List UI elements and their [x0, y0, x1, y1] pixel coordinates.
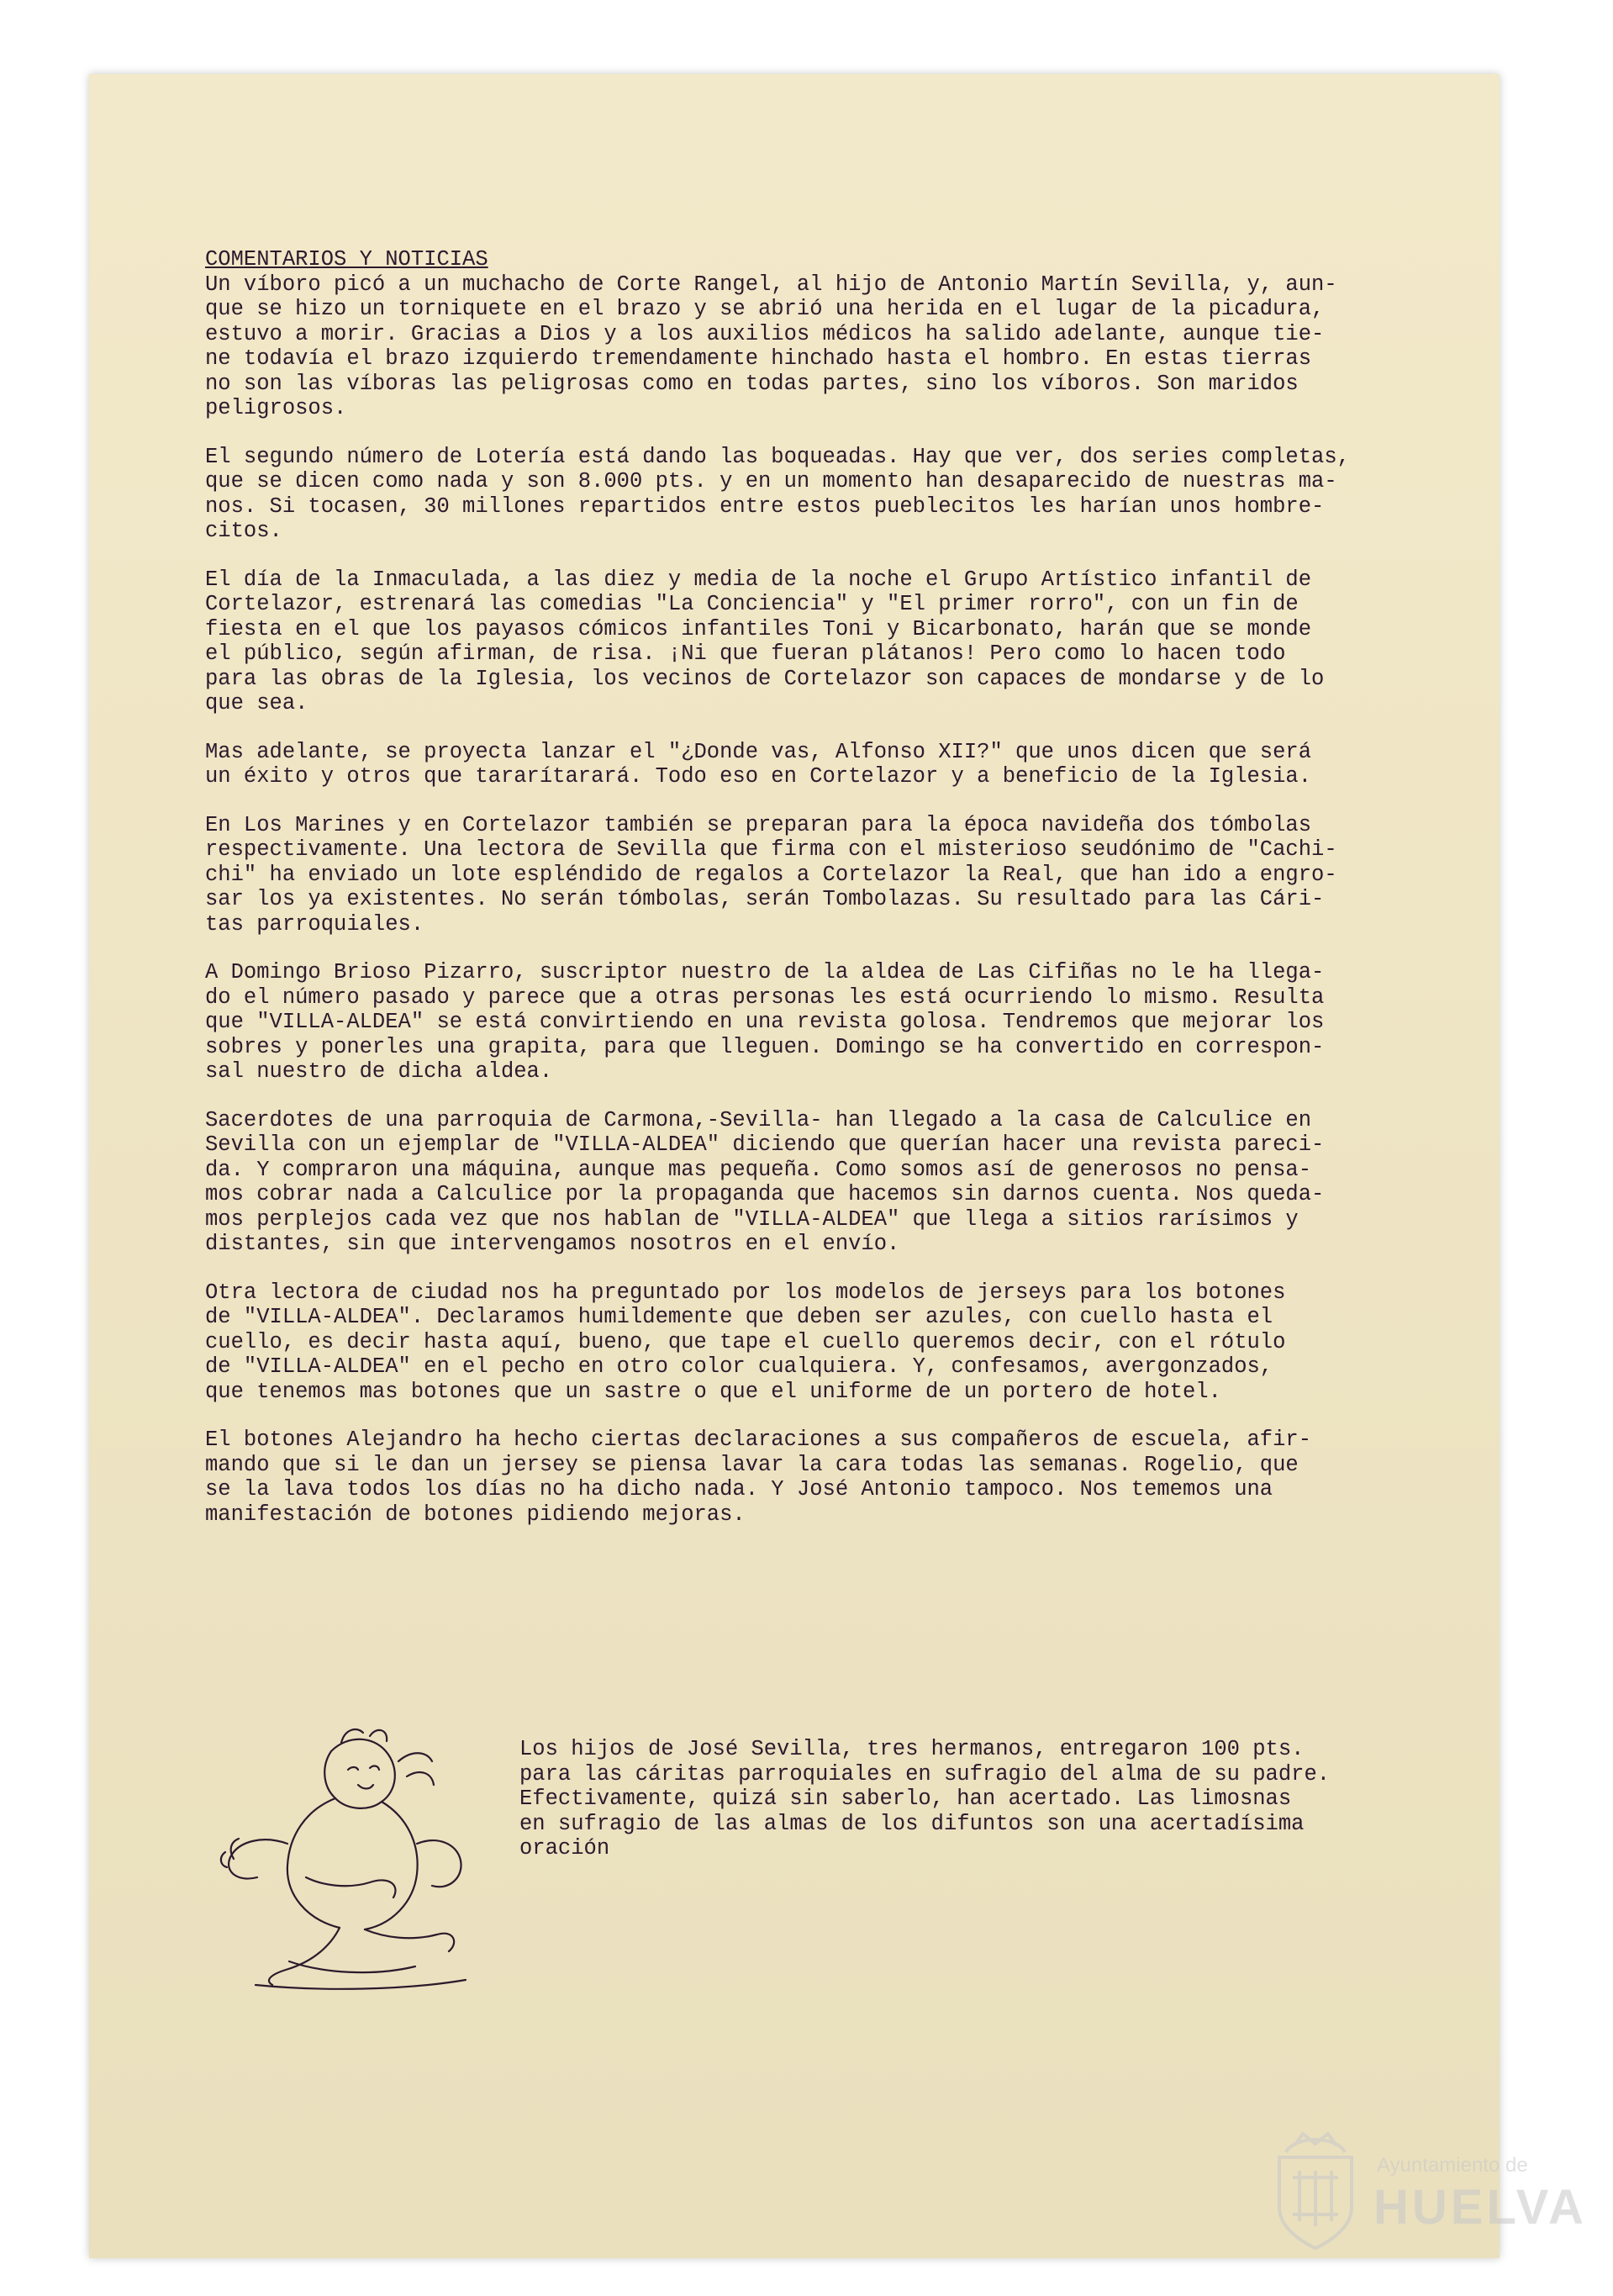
text-line: Los hijos de José Sevilla, tres hermanos, entregaron 100 pts.	[519, 1737, 1305, 1761]
text-line: para las cáritas parroquiales en sufragio del alma de su padre.	[519, 1761, 1331, 1787]
text-line: un éxito y otros que tararítarará. Todo eso en Cortelazor y a beneficio de la Iglesia.	[205, 764, 1312, 789]
paragraph-alfonso	[205, 740, 1415, 789]
text-line: que se hizo un torniquete en el brazo y se abrió una herida en el lugar de la picadura,	[205, 297, 1325, 321]
text-line: en sufragio de las almas de los difuntos son una acertadísima	[519, 1811, 1305, 1836]
paragraph-loteria	[205, 445, 1415, 544]
text-line: El segundo número de Lotería está dando las boqueadas. Hay que ver, dos series completas,	[205, 444, 1350, 469]
text-line: sal nuestro de dicha aldea.	[205, 1059, 553, 1084]
text-line: Cortelazor, estrenará las comedias "La Conciencia" y "El primer rorro", con un fin de	[205, 592, 1299, 616]
text-line: do el número pasado y parece que a otras personas les está ocurriendo lo mismo. Resulta	[205, 984, 1325, 1010]
text-line: para las obras de la Iglesia, los vecinos de Cortelazor son capaces de mondarse y de lo	[205, 666, 1325, 691]
text-line: Sacerdotes de una parroquia de Carmona,-Sevilla- han llegado a la casa de Calculice en	[205, 1107, 1312, 1132]
text-line: distantes, sin que intervengamos nosotros en el envío.	[205, 1232, 900, 1256]
text-line: mos cobrar nada a Calculice por la propaganda que hacemos sin darnos cuenta. Nos queda-	[205, 1182, 1325, 1206]
page-content	[205, 247, 1415, 1550]
text-line: tas parroquiales.	[205, 911, 424, 937]
text-line: que tenemos mas botones que un sastre o que el uniforme de un portero de hotel.	[205, 1379, 1221, 1404]
cherub-sketch-illustration	[205, 1718, 482, 1995]
text-line: oración	[519, 1836, 610, 1861]
text-line: Un víboro picó a un muchacho de Corte Rangel, al hijo de Antonio Martín Sevilla, y, aun-	[205, 272, 1337, 297]
text-line: no son las víboras las peligrosas como en todas partes, sino los víboros. Son maridos	[205, 371, 1299, 396]
paragraph-jerseys	[205, 1280, 1415, 1405]
text-line: sobres y ponerles una grapita, para que lleguen. Domingo se ha convertido en correspon-	[205, 1034, 1325, 1059]
text-line: que sea.	[205, 691, 308, 715]
text-line: El día de la Inmaculada, a las diez y media de la noche el Grupo Artístico infantil de	[205, 567, 1312, 592]
text-line: de "VILLA-ALDEA". Declaramos humildemente que deben ser azules, con cuello hasta el	[205, 1305, 1273, 1329]
text-line: estuvo a morir. Gracias a Dios y a los auxilios médicos ha salido adelante, aunque tie-	[205, 321, 1325, 346]
text-line: sar los ya existentes. No serán tómbolas, serán Tombolazas. Su resultado para las Cári-	[205, 887, 1325, 911]
text-line: ne todavía el brazo izquierdo tremendamente hinchado hasta el hombro. En estas tierras	[205, 346, 1312, 371]
text-line: cuello, es decir hasta aquí, bueno, que tape el cuello queremos decir, con el rótulo	[205, 1329, 1286, 1354]
text-line: fiesta en el que los payasos cómicos infantiles Toni y Bicarbonato, harán que se monde	[205, 616, 1312, 641]
text-line: nos. Si tocasen, 30 millones repartidos entre estos pueblecitos les harían unos hombre-	[205, 494, 1325, 519]
text-line: se la lava todos los días no ha dicho nada. Y José Antonio tampoco. Nos tememos una	[205, 1477, 1273, 1502]
text-line: mos perplejos cada vez que nos hablan de "VILLA-ALDEA" que llega a sitios rarísimos y	[205, 1206, 1299, 1232]
text-line: que se dicen como nada y son 8.000 pts. y en un momento han desaparecido de nuestras ma-	[205, 469, 1337, 494]
coat-of-arms-icon	[1269, 2127, 1362, 2253]
paragraph-domingo	[205, 960, 1415, 1085]
paragraph-botones	[205, 1428, 1415, 1527]
watermark-subtitle: Ayuntamiento de	[1377, 2154, 1528, 2177]
text-line: A Domingo Brioso Pizarro, suscriptor nuestro de la aldea de Las Cifiñas no le ha llega-	[205, 960, 1325, 984]
section-heading: COMENTARIOS Y NOTICIAS	[205, 247, 488, 272]
donation-note	[519, 1737, 1402, 1861]
paragraph-viboro	[205, 272, 1415, 421]
text-line: da. Y compraron una máquina, aunque mas pequeña. Como somos así de generosos no pensa-	[205, 1157, 1312, 1182]
paragraph-tombolas	[205, 813, 1415, 937]
text-line: Efectivamente, quizá sin saberlo, han acertado. Las limosnas	[519, 1787, 1292, 1811]
text-line: citos.	[205, 519, 282, 543]
text-line: que "VILLA-ALDEA" se está convirtiendo en una revista golosa. Tendremos que mejorar los	[205, 1010, 1325, 1034]
text-line: de "VILLA-ALDEA" en el pecho en otro color cualquiera. Y, confesamos, avergonzados,	[205, 1354, 1273, 1379]
text-line: manifestación de botones pidiendo mejoras.	[205, 1502, 746, 1527]
watermark-title: HUELVA	[1373, 2180, 1587, 2235]
huelva-watermark	[1269, 2127, 1587, 2253]
text-line: Sevilla con un ejemplar de "VILLA-ALDEA" diciendo que querían hacer una revista pareci-	[205, 1132, 1325, 1157]
text-line: En Los Marines y en Cortelazor también se preparan para la época navideña dos tómbolas	[205, 812, 1312, 837]
typed-page	[89, 74, 1500, 2258]
paragraph-carmona	[205, 1108, 1415, 1257]
text-line: El botones Alejandro ha hecho ciertas declaraciones a sus compañeros de escuela, afir-	[205, 1428, 1312, 1452]
paragraph-inmaculada	[205, 567, 1415, 716]
text-line: chi" ha enviado un lote espléndido de regalos a Cortelazor la Real, que han ido a engro-	[205, 862, 1337, 887]
text-line: respectivamente. Una lectora de Sevilla que firma con el misterioso seudónimo de "Cachi-	[205, 837, 1337, 862]
text-line: el público, según afirman, de risa. ¡Ni que fueran plátanos! Pero como lo hacen todo	[205, 641, 1286, 666]
text-line: Mas adelante, se proyecta lanzar el "¿Donde vas, Alfonso XII?" que unos dicen que será	[205, 739, 1312, 764]
text-line: peligrosos.	[205, 396, 347, 420]
text-line: mando que si le dan un jersey se piensa lavar la cara todas las semanas. Rogelio, que	[205, 1452, 1299, 1477]
text-line: Otra lectora de ciudad nos ha preguntado por los modelos de jerseys para los botones	[205, 1280, 1286, 1305]
